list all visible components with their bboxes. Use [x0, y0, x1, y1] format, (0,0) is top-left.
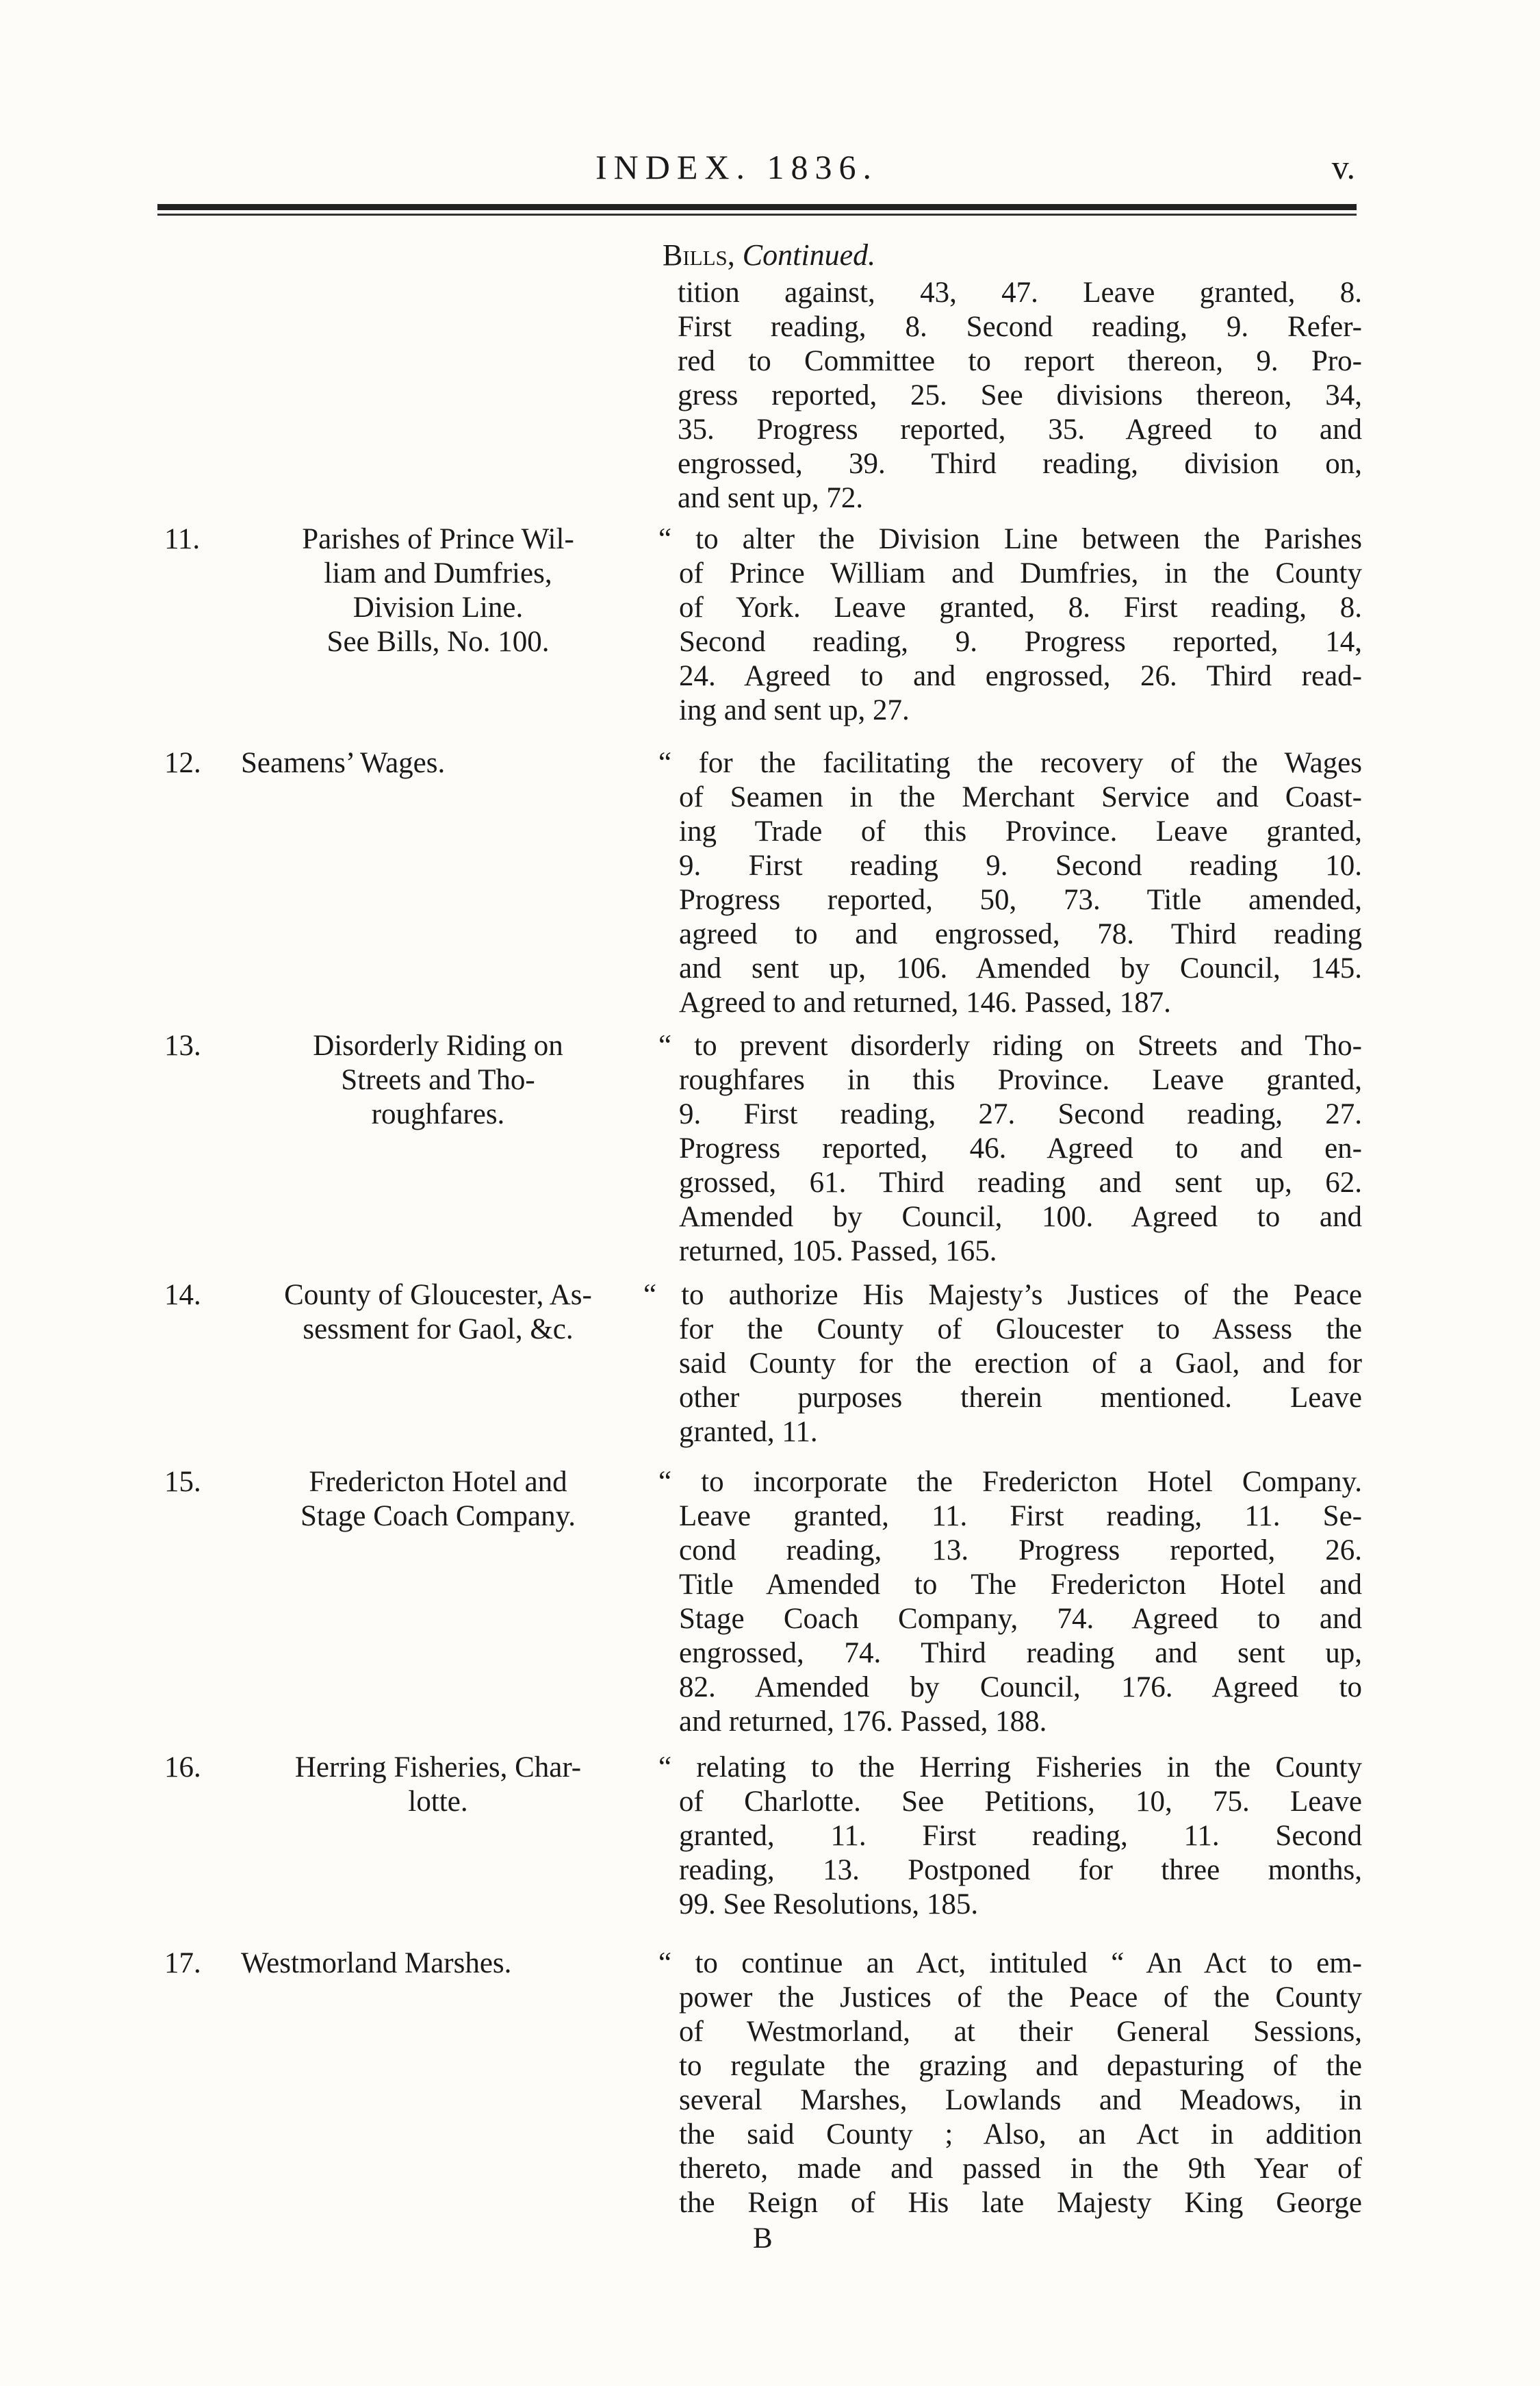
entry-desc-line: of Prince William and Dumfries, in the County — [679, 557, 1362, 589]
entry-title — [241, 1946, 652, 1981]
entry-desc-line: “ to continue an Act, intituled “ An Act to em- — [658, 1947, 1362, 1979]
entry-desc-line: Second reading, 9. Progress reported, 14, — [679, 626, 1362, 658]
entry-desc-line: “ to authorize His Majesty’s Justices of the Peace — [643, 1279, 1362, 1311]
entry-desc-line: 24. Agreed to and engrossed, 26. Third read- — [679, 660, 1362, 692]
entry-desc-line: Title Amended to The Fredericton Hotel and — [679, 1569, 1362, 1601]
continuation-line: engrossed, 39. Third reading, division on, — [678, 448, 1362, 480]
entry-title-line: County of Gloucester, As- — [284, 1279, 592, 1311]
entry-desc-line: and sent up, 106. Amended by Council, 145. — [679, 952, 1362, 985]
entry-desc-line: other purposes therein mentioned. Leave — [679, 1382, 1362, 1414]
index-entry-desc-11 — [658, 522, 1362, 728]
entry-desc-line: agreed to and engrossed, 78. Third reading — [679, 918, 1362, 950]
entry-title — [241, 746, 652, 780]
continuation-line: tition against, 43, 47. Leave granted, 8. — [678, 277, 1362, 309]
entry-desc-line: “ to alter the Division Line between the Parishes — [658, 523, 1362, 555]
entry-desc-line: Agreed to and returned, 146. Passed, 187. — [679, 987, 1171, 1019]
continuation-line: gress reported, 25. See divisions thereon, 34, — [678, 379, 1362, 411]
entry-desc-line: the said County ; Also, an Act in addition — [679, 2118, 1362, 2150]
entry-title-line: Fredericton Hotel and — [309, 1466, 567, 1498]
header-rule-thin — [157, 214, 1357, 216]
entry-title-line: Streets and Tho- — [341, 1064, 535, 1096]
entry-desc-line: roughfares in this Province. Leave granted, — [679, 1064, 1362, 1096]
entry-title-line: roughfares. — [371, 1098, 505, 1130]
entry-desc-line: said County for the erection of a Gaol, and for — [679, 1347, 1362, 1380]
running-title: INDEX. 1836. — [595, 148, 879, 186]
entry-desc-line: granted, 11. — [679, 1416, 818, 1448]
entry-title — [233, 1278, 643, 1347]
section-name: Bills, — [663, 238, 735, 272]
index-entry-desc-13 — [658, 1029, 1362, 1269]
entry-desc-line: Leave granted, 11. First reading, 11. Se- — [679, 1500, 1362, 1532]
entry-number: 11. — [164, 523, 201, 555]
entry-desc-line: Amended by Council, 100. Agreed to and — [679, 1201, 1362, 1233]
entry-desc-line: for the County of Gloucester to Assess the — [679, 1313, 1362, 1345]
entry-number: 15. — [164, 1466, 201, 1498]
entry-title-line: See Bills, No. 100. — [326, 626, 550, 658]
header-rule-thick — [157, 204, 1357, 210]
entry-desc-line: 99. See Resolutions, 185. — [679, 1888, 979, 1920]
entry-title-line: Stage Coach Company. — [300, 1500, 576, 1532]
continuation-line: red to Committee to report thereon, 9. Pro- — [678, 345, 1362, 377]
entry-desc-line: “ relating to the Herring Fisheries in the County — [658, 1751, 1362, 1784]
entry-desc-line: engrossed, 74. Third reading and sent up, — [679, 1637, 1362, 1669]
entry-desc-line: thereto, made and passed in the 9th Year of — [679, 2153, 1362, 2185]
entry-desc-line: of York. Leave granted, 8. First reading, 8. — [679, 592, 1362, 624]
entry-desc-line: reading, 13. Postponed for three months, — [679, 1854, 1362, 1886]
section-heading — [663, 238, 875, 272]
entry-desc-line: the Reign of His late Majesty King George — [679, 2187, 1362, 2219]
entry-title-line: Seamens’ Wages. — [241, 747, 446, 779]
continuation-line: First reading, 8. Second reading, 9. Refer- — [678, 311, 1362, 343]
entry-desc-line: “ to incorporate the Fredericton Hotel Company. — [658, 1466, 1362, 1498]
entry-title-line: Westmorland Marshes. — [241, 1947, 512, 1979]
entry-desc-line: Progress reported, 46. Agreed to and en- — [679, 1132, 1362, 1165]
continuation-line: and sent up, 72. — [678, 482, 864, 514]
entry-desc-line: to regulate the grazing and depasturing of the — [679, 2050, 1362, 2082]
entry-desc-line: 82. Amended by Council, 176. Agreed to — [679, 1671, 1362, 1703]
entry-title — [233, 1029, 643, 1132]
entry-title — [233, 1751, 643, 1819]
entry-title-line: liam and Dumfries, — [324, 557, 552, 589]
index-entry-desc-15 — [658, 1465, 1362, 1739]
signature-mark: B — [753, 2222, 773, 2255]
entry-title-line: sessment for Gaol, &c. — [303, 1313, 574, 1345]
index-entry-desc-14 — [643, 1278, 1362, 1449]
entry-desc-line: and returned, 176. Passed, 188. — [679, 1705, 1047, 1738]
index-entry-desc-16 — [658, 1751, 1362, 1922]
entry-desc-line: granted, 11. First reading, 11. Second — [679, 1820, 1362, 1852]
entry-desc-line: “ to prevent disorderly riding on Streets and Tho- — [658, 1030, 1362, 1062]
entry-desc-line: several Marshes, Lowlands and Meadows, in — [679, 2084, 1362, 2116]
entry-desc-line: ing Trade of this Province. Leave granted, — [679, 815, 1362, 848]
entry-desc-line: power the Justices of the Peace of the County — [679, 1981, 1362, 2014]
entry-desc-line: “ for the facilitating the recovery of the Wages — [658, 747, 1362, 779]
entry-desc-line: of Westmorland, at their General Sessions, — [679, 2016, 1362, 2048]
continuation-text — [678, 276, 1362, 516]
index-entry-desc-17 — [658, 1946, 1362, 2220]
entry-desc-line: 9. First reading, 27. Second reading, 27. — [679, 1098, 1362, 1130]
page-header — [157, 147, 1355, 195]
entry-number: 17. — [164, 1947, 201, 1979]
index-entry-desc-12 — [658, 746, 1362, 1020]
entry-desc-line: Stage Coach Company, 74. Agreed to and — [679, 1603, 1362, 1635]
entry-title-line: Herring Fisheries, Char- — [294, 1751, 582, 1784]
page-number: v. — [1331, 148, 1355, 186]
entry-number: 12. — [164, 747, 201, 779]
entry-title-line: Division Line. — [352, 592, 524, 624]
entry-number: 16. — [164, 1751, 201, 1784]
entry-number: 13. — [164, 1030, 201, 1062]
entry-desc-line: 9. First reading 9. Second reading 10. — [679, 850, 1362, 882]
entry-desc-line: ing and sent up, 27. — [679, 694, 910, 726]
entry-title — [233, 1465, 643, 1534]
entry-desc-line: Progress reported, 50, 73. Title amended, — [679, 884, 1362, 916]
section-continued: Continued. — [742, 238, 876, 272]
entry-title — [233, 522, 643, 659]
entry-title-line: lotte. — [408, 1786, 468, 1818]
entry-desc-line: grossed, 61. Third reading and sent up, 62. — [679, 1167, 1362, 1199]
entry-desc-line: returned, 105. Passed, 165. — [679, 1235, 997, 1267]
entry-desc-line: of Seamen in the Merchant Service and Coast- — [679, 781, 1362, 813]
entry-title-line: Disorderly Riding on — [313, 1030, 563, 1062]
entry-desc-line: of Charlotte. See Petitions, 10, 75. Leave — [679, 1786, 1362, 1818]
continuation-line: 35. Progress reported, 35. Agreed to and — [678, 414, 1362, 446]
entry-desc-line: cond reading, 13. Progress reported, 26. — [679, 1534, 1362, 1566]
entry-title-line: Parishes of Prince Wil- — [302, 523, 574, 555]
entry-number: 14. — [164, 1279, 201, 1311]
